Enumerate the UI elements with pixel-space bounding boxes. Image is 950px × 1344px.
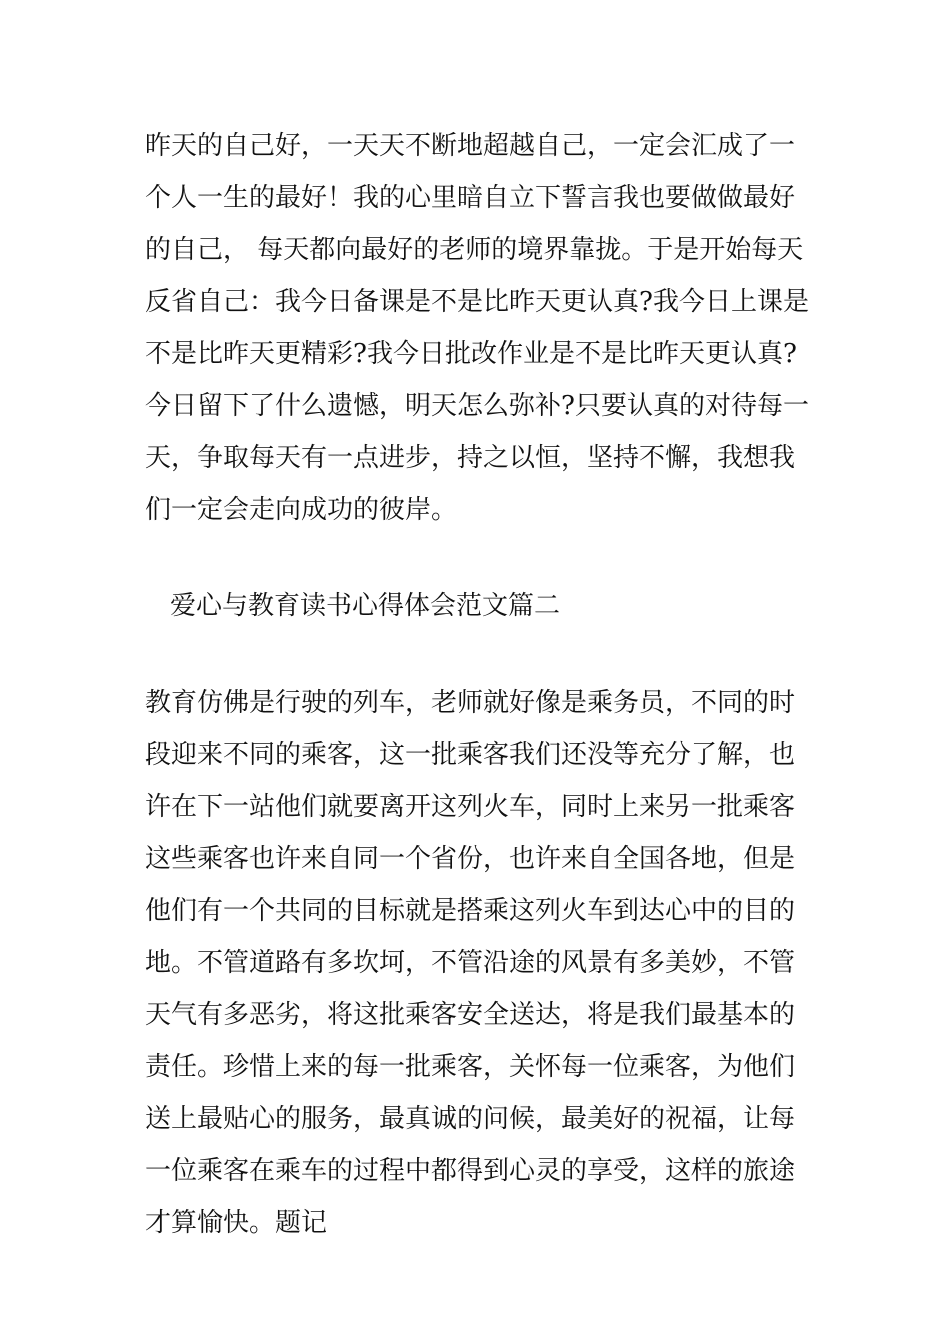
paragraph-2-line: 这些乘客也许来自同一个省份，也许来自全国各地，但是 [145, 844, 796, 874]
paragraph-1-line: 今日留下了什么遗憾，明天怎么弥补?只要认真的对待每一 [145, 391, 809, 421]
paragraph-2-line: 许在下一站他们就要离开这列火车，同时上来另一批乘客 [145, 792, 796, 822]
paragraph-1-line: 不是比昨天更精彩?我今日批改作业是不是比昨天更认真? [145, 339, 797, 369]
paragraph-2-line: 段迎来不同的乘客，这一批乘客我们还没等充分了解，也 [145, 740, 796, 770]
paragraph-1-line: 们一定会走向成功的彼岸。 [145, 495, 458, 525]
paragraph-1-line: 的自己， 每天都向最好的老师的境界靠拢。于是开始每天 [145, 235, 804, 265]
paragraph-2-line: 天气有多恶劣，将这批乘客安全送达，将是我们最基本的 [145, 1000, 796, 1030]
paragraph-2-line: 地。不管道路有多坎坷，不管沿途的风景有多美妙，不管 [145, 948, 796, 978]
paragraph-1-line: 反省自己：我今日备课是不是比昨天更认真?我今日上课是 [145, 287, 809, 317]
paragraph-2-line: 他们有一个共同的目标就是搭乘这列火车到达心中的目的 [145, 896, 796, 926]
paragraph-2-line: 一位乘客在乘车的过程中都得到心灵的享受，这样的旅途 [145, 1156, 796, 1186]
paragraph-2-line: 才算愉快。题记 [145, 1208, 328, 1238]
paragraph-1-line: 昨天的自己好，一天天不断地超越自己，一定会汇成了一 [145, 131, 796, 161]
paragraph-2-line: 教育仿佛是行驶的列车，老师就好像是乘务员，不同的时 [145, 688, 796, 718]
paragraph-1-line: 个人一生的最好！我的心里暗自立下誓言我也要做做最好 [145, 183, 796, 213]
section-heading: 爱心与教育读书心得体会范文篇二 [170, 591, 561, 621]
paragraph-2-line: 责任。珍惜上来的每一批乘客，关怀每一位乘客，为他们 [145, 1052, 796, 1082]
paragraph-1-line: 天，争取每天有一点进步，持之以恒，坚持不懈，我想我 [145, 443, 796, 473]
paragraph-2-line: 送上最贴心的服务，最真诚的问候，最美好的祝福，让每 [145, 1104, 796, 1134]
